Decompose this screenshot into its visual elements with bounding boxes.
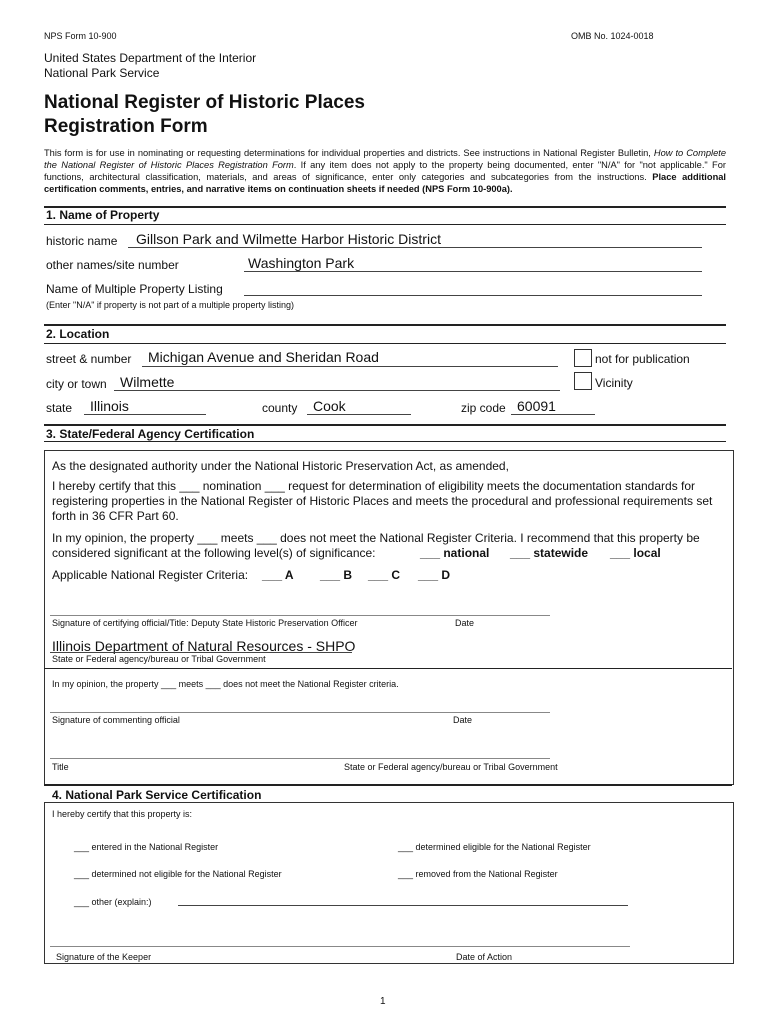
instructions-text-continued: . If any item does not apply to the property being documented, enter "N/A" for "not applicable." For functions, architectural classification, materials, and areas of significance, enter only categories and subcategories from the instructions. [44,160,726,182]
other-explain-line [178,905,628,906]
certifying-signature-line [50,615,550,616]
level-national[interactable]: ___ national [420,546,490,560]
street-line [142,366,558,367]
title-label: Title [52,762,69,772]
agency-value[interactable]: Illinois Department of Natural Resources - SHPO [52,638,356,654]
city-value[interactable]: Wilmette [120,374,175,390]
nps-certify-text: I hereby certify that this property is: [52,809,193,819]
title-line [50,758,550,759]
omb-number: OMB No. 1024-0018 [571,31,654,41]
comment-opinion: In my opinion, the property ___ meets ___ does not meet the National Register criteria. [52,679,399,689]
agency-label-2: State or Federal agency/bureau or Tribal Government [344,762,558,772]
agency-name: National Park Service [44,66,160,80]
level-statewide[interactable]: ___ statewide [510,546,589,560]
option-other[interactable]: ___ other (explain:) [74,897,152,907]
date-of-action-label: Date of Action [456,952,513,962]
not-for-publication-label: not for publication [595,352,690,366]
street-label: street & number [46,352,132,366]
level-local[interactable]: ___ local [610,546,661,560]
historic-name-value[interactable]: Gillson Park and Wilmette Harbor Historic District [136,231,441,247]
section2-top-rule [44,324,726,326]
department-name: United States Department of the Interior [44,51,257,65]
section2-heading: 2. Location [46,327,110,341]
state-line [84,414,206,415]
street-value[interactable]: Michigan Avenue and Sheridan Road [148,349,379,365]
criterion-d[interactable]: ___ D [418,568,451,582]
historic-name-label: historic name [46,234,118,248]
zip-line [511,414,595,415]
instructions-text: This form is for use in nominating or requesting determinations for individual properties and districts. See instructions in National Register Bulletin, [44,148,654,158]
comment-signature-label: Signature of commenting official [52,715,180,725]
criterion-a[interactable]: ___ A [262,568,294,582]
keeper-signature-line [50,946,630,947]
opinion-divider [44,668,732,669]
other-names-line [244,271,702,272]
form-subtitle: Registration Form [44,116,208,137]
criteria-label: Applicable National Register Criteria: [52,568,249,582]
criterion-b[interactable]: ___ B [320,568,353,582]
option-eligible[interactable]: ___ determined eligible for the National Register [398,842,591,852]
section3-bottom-rule [44,441,726,442]
authority-statement: As the designated authority under the National Historic Preservation Act, as amended, [52,459,509,473]
zip-value[interactable]: 60091 [517,398,556,414]
certifying-date-label: Date [455,618,475,628]
page-number: 1 [380,996,386,1007]
section3-top-rule [44,424,726,426]
form-title: National Register of Historic Places [44,92,365,113]
keeper-signature-label: Signature of the Keeper [56,952,152,962]
agency-label: State or Federal agency/bureau or Tribal Government [52,654,266,664]
vicinity-label: Vicinity [595,376,633,390]
not-for-publication-checkbox[interactable] [574,349,592,367]
section4-top-rule [44,784,732,786]
opinion-text: In my opinion, the property ___ meets ___ does not meet the National Register Criteria. I recommend that this property be considered significant at the following level(s) of significance: [52,531,700,560]
nps-certification-box [44,802,734,964]
state-value[interactable]: Illinois [90,398,129,414]
zip-label: zip code [461,401,506,415]
section1-heading: 1. Name of Property [46,208,160,222]
county-value[interactable]: Cook [313,398,346,414]
comment-signature-line [50,712,550,713]
instructions-bold-note: Place additional certification comments, entries, and narrative items on continuation sheets if needed (NPS Form 10-900a). [44,172,727,194]
section4-heading: 4. National Park Service Certification [52,788,262,802]
historic-name-line [128,247,702,248]
section1-bottom-rule [44,224,726,225]
certifying-signature-label: Signature of certifying official/Title: Deputy State Historic Preservation Officer [52,618,358,628]
multiple-listing-label: Name of Multiple Property Listing [46,282,223,296]
option-entered[interactable]: ___ entered in the National Register [74,842,219,852]
section3-heading: 3. State/Federal Agency Certification [46,427,255,441]
city-label: city or town [46,377,107,391]
county-label: county [262,401,298,415]
bulletin-title: How to Complete the National Register of Historic Places Registration Form [44,148,726,170]
vicinity-checkbox[interactable] [574,372,592,390]
city-line [114,390,560,391]
multiple-listing-note: (Enter "N/A" if property is not part of a multiple property listing) [46,300,294,310]
state-label: state [46,401,73,415]
section2-bottom-rule [44,343,726,344]
other-names-label: other names/site number [46,258,179,272]
certify-statement: I hereby certify that this ___ nomination ___ request for determination of eligibility meets the documentation standards for registering properties in the National Register of Historic Places and meets the procedural and professional requirements set forth in 36 CFR Part 60. [52,479,713,523]
instructions-paragraph [44,147,726,195]
agency-line [50,652,352,653]
county-line [307,414,411,415]
criterion-c[interactable]: ___ C [368,568,401,582]
option-removed[interactable]: ___ removed from the National Register [398,869,558,879]
option-not-eligible[interactable]: ___ determined not eligible for the National Register [74,869,282,879]
form-number: NPS Form 10-900 [44,31,117,41]
multiple-listing-line [244,295,702,296]
comment-date-label: Date [453,715,473,725]
other-names-value[interactable]: Washington Park [248,255,355,271]
